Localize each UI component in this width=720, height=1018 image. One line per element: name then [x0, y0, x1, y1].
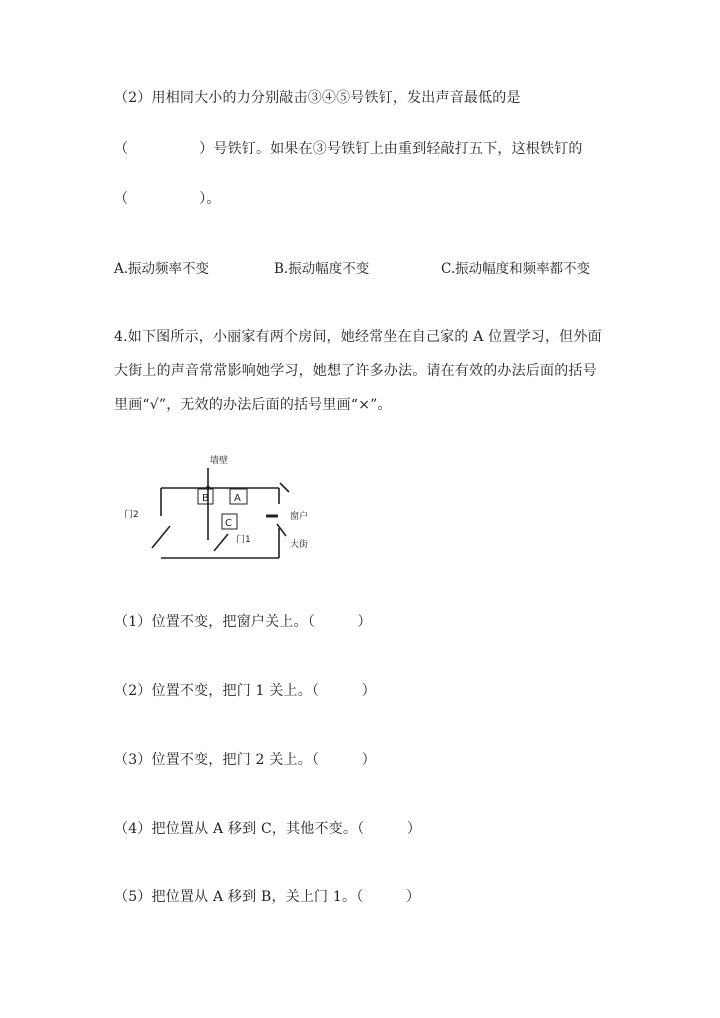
q4-item-4: （4）把位置从 A 移到 C，其他不变。（ ） [114, 821, 422, 837]
q4-item-3: （3）位置不变，把门 2 关上。（ ） [114, 752, 376, 768]
box-b-label: B [202, 493, 209, 504]
q3-part2-line-2: （ ）号铁钉。如果在③号铁钉上由重到轻敲打五下，这根铁钉的 [114, 141, 583, 157]
window-label: 窗户 [290, 512, 309, 522]
box-a-label: A [234, 493, 241, 504]
option-c: C.振动幅度和频率都不变 [441, 261, 591, 277]
street-label: 大街 [290, 540, 309, 550]
q4-stem-line-3: 里画“√”，无效的办法后面的括号里画“×”。 [114, 397, 392, 413]
door2-leaf [152, 526, 170, 548]
door2-label: 门2 [124, 510, 139, 520]
room-layout-diagram [118, 448, 328, 566]
window-upper-shutter [280, 483, 289, 492]
q4-stem-line-2: 大街上的声音常常影响她学习，她想了许多办法。请在有效的办法后面的括号 [114, 363, 597, 379]
q3-part2-line-1: （2）用相同大小的力分别敲击③④⑤号铁钉，发出声音最低的是 [114, 90, 521, 106]
q4-stem-line-1: 4.如下图所示，小丽家有两个房间，她经常坐在自己家的 A 位置学习，但外面 [114, 329, 602, 345]
door1-leaf [214, 534, 228, 551]
door1-label: 门1 [236, 535, 251, 545]
wall-junction-dot [206, 486, 210, 490]
q4-item-2: （2）位置不变，把门 1 关上。（ ） [114, 683, 376, 699]
box-c-label: C [225, 518, 232, 529]
q4-item-1: （1）位置不变，把窗户关上。（ ） [114, 614, 372, 630]
option-a: A.振动频率不变 [114, 261, 210, 277]
q4-item-5: （5）把位置从 A 移到 B，关上门 1。（ ） [114, 889, 421, 905]
option-b: B.振动幅度不变 [274, 261, 370, 277]
q3-part2-line-3: （ ）。 [114, 191, 221, 207]
wall-label: 墙壁 [210, 456, 229, 466]
